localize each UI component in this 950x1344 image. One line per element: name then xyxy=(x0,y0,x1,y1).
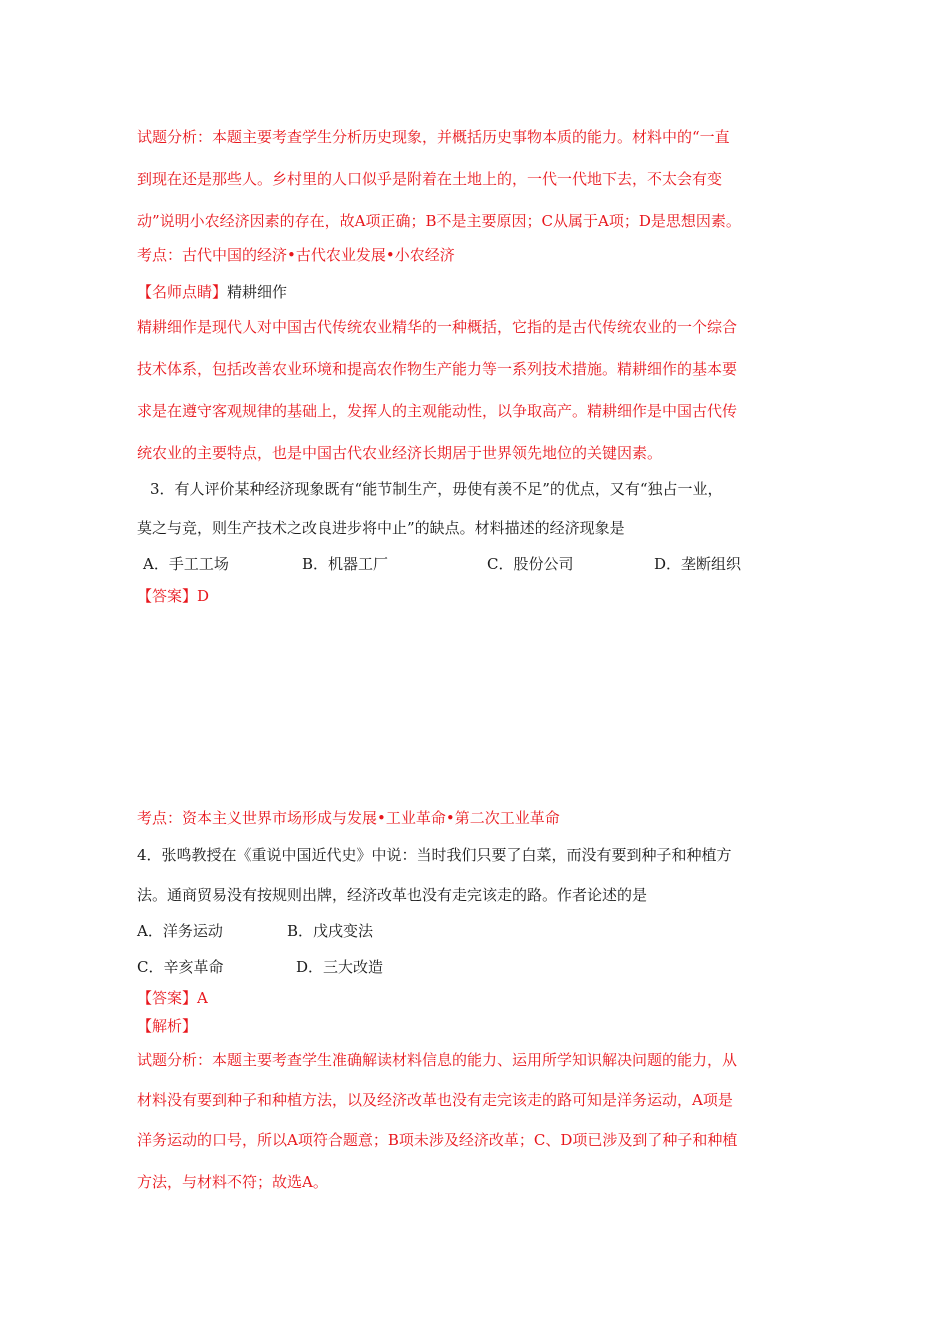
q4-option-d: D．三大改造 xyxy=(296,958,384,976)
tip-line-3: 求是在遵守客观规律的基础上，发挥人的主观能动性，以争取高产。精耕细作是中国古代传 xyxy=(137,402,738,420)
analysis-line-3: 动”说明小农经济因素的存在，故A项正确；B不是主要原因；C从属于A项；D是思想因素。 xyxy=(137,212,741,230)
q4-analysis-line-1: 试题分析：本题主要考查学生准确解读材料信息的能力、运用所学知识解决问题的能力，从 xyxy=(137,1051,738,1069)
tip-line-4: 统农业的主要特点，也是中国古代农业经济长期居于世界领先地位的关键因素。 xyxy=(137,444,663,462)
q3-line-1: 3．有人评价某种经济现象既有“能节制生产，毋使有羡不足”的优点，又有“独占一业， xyxy=(150,480,723,498)
q4-analysis-label: 【解析】 xyxy=(137,1017,198,1035)
analysis-line-1: 试题分析：本题主要考查学生分析历史现象，并概括历史事物本质的能力。材料中的“一直 xyxy=(137,128,730,146)
tip-line-2: 技术体系，包括改善农业环境和提高农作物生产能力等一系列技术措施。精耕细作的基本要 xyxy=(137,360,738,378)
q4-option-b: B．戊戌变法 xyxy=(287,922,374,940)
q4-line-1: 4．张鸣教授在《重说中国近代史》中说：当时我们只要了白菜，而没有要到种子和种植方 xyxy=(137,846,732,864)
q3-kaodian: 考点：资本主义世界市场形成与发展•工业革命•第二次工业革命 xyxy=(137,809,560,827)
tip-label: 【名师点睛】 xyxy=(137,283,228,301)
q3-option-a: A．手工工场 xyxy=(143,555,229,573)
q4-answer-label: 【答案】 xyxy=(137,989,198,1007)
q3-option-d: D．垄断组织 xyxy=(654,555,742,573)
q4-analysis-line-3: 洋务运动的口号，所以A项符合题意；B项未涉及经济改革；C、D项已涉及到了种子和种植 xyxy=(137,1131,738,1149)
tip-title: 精耕细作 xyxy=(227,283,288,301)
analysis-line-2: 到现在还是那些人。乡村里的人口似乎是附着在土地上的，一代一代地下去，不太会有变 xyxy=(137,170,723,188)
q3-option-c: C．股份公司 xyxy=(487,555,574,573)
q4-option-c: C．辛亥革命 xyxy=(137,958,224,976)
q4-line-2: 法。通商贸易没有按规则出牌，经济改革也没有走完该走的路。作者论述的是 xyxy=(137,886,648,904)
q3-answer-value: D xyxy=(197,587,210,605)
tip-heading xyxy=(137,282,287,302)
q3-answer xyxy=(137,586,209,606)
q3-answer-label: 【答案】 xyxy=(137,587,198,605)
q4-answer xyxy=(137,988,208,1008)
q4-option-a: A．洋务运动 xyxy=(137,922,223,940)
q3-line-2: 莫之与竞，则生产技术之改良进步将中止”的缺点。材料描述的经济现象是 xyxy=(137,519,625,537)
tip-line-1: 精耕细作是现代人对中国古代传统农业精华的一种概括，它指的是古代传统农业的一个综合 xyxy=(137,318,738,336)
q4-analysis-line-4: 方法，与材料不符；故选A。 xyxy=(137,1173,328,1191)
q3-option-b: B．机器工厂 xyxy=(302,555,389,573)
q4-analysis-line-2: 材料没有要到种子和种植方法，以及经济改革也没有走完该走的路可知是洋务运动，A项是 xyxy=(137,1091,733,1109)
q4-answer-value: A xyxy=(197,989,208,1007)
kaodian-line: 考点：古代中国的经济•古代农业发展•小农经济 xyxy=(137,246,455,264)
